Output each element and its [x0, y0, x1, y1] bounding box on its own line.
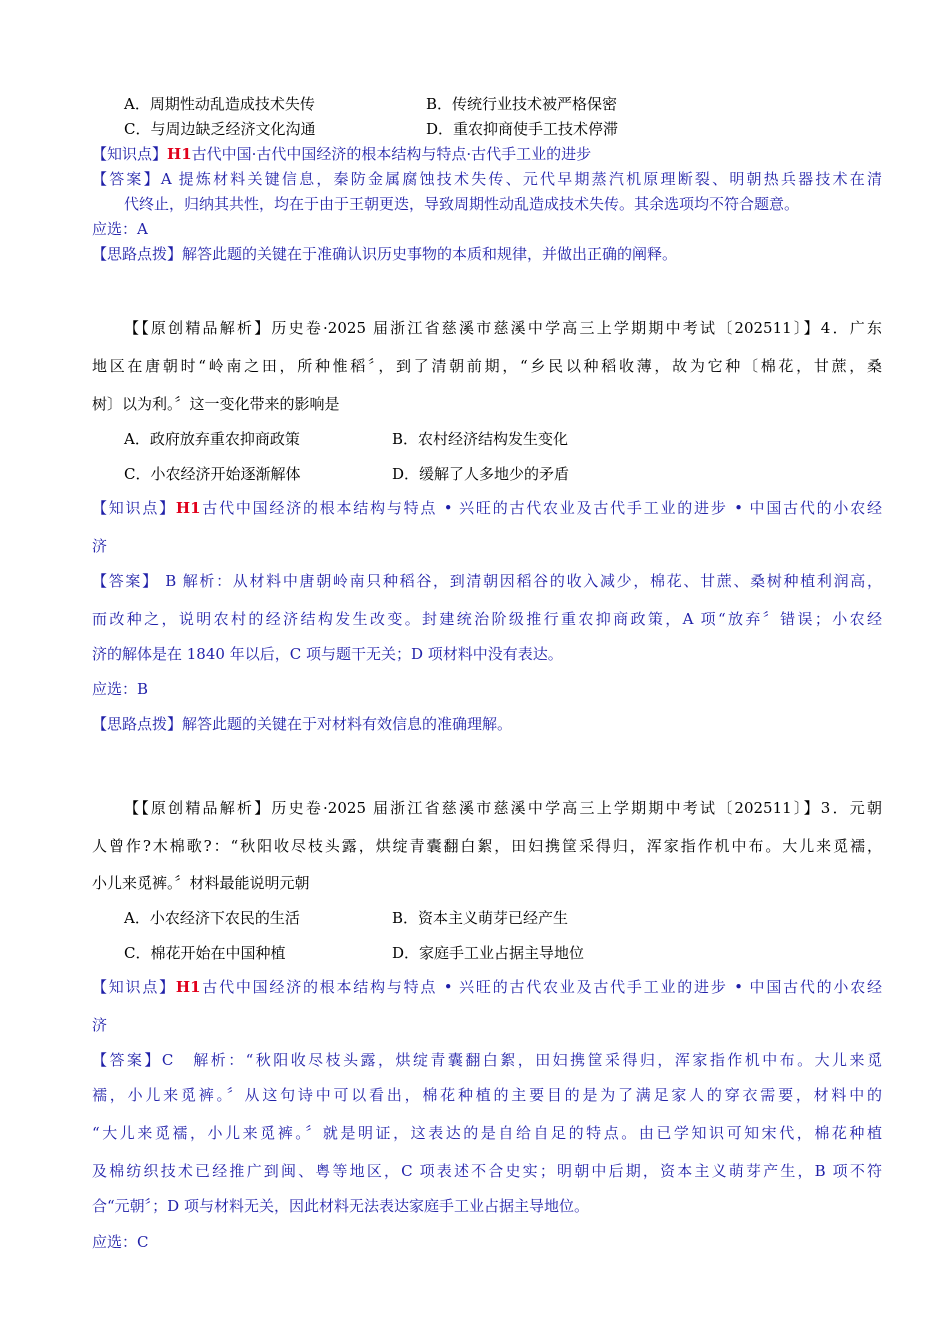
q4-thinking-tip [92, 713, 882, 735]
option-d: D．重农抑商使手工技术停滞 [426, 120, 619, 138]
option-c: C．与周边缺乏经济文化沟通 [124, 120, 316, 138]
q4-answer-line-1 [92, 570, 882, 592]
q3-option-b: B．资本主义萌芽已经产生 [392, 909, 569, 927]
q3-answer-line-3: “大儿来觅襦，小儿来觅裤。〞就是明证，这表达的是自给自足的特点。由已学知识可知宋代，棉花种植 [92, 1124, 882, 1142]
q4-option-d: D．缓解了人多地少的矛盾 [392, 465, 570, 483]
answer-label: 【答案】 [92, 572, 159, 590]
answer-line-2: 代终止，归纳其共性，均在于由于王朝更迭，导致周期性动乱造成技术失传。其余选项均不符合题意。 [124, 195, 800, 213]
answer-text: C 解析：“秋阳收尽枝头露，烘绽青囊翻白絮，田妇携筐采得归，浑家指作机中布。大儿来觅 [161, 1051, 882, 1069]
answer-label: 【答案】 [92, 1051, 162, 1069]
knowledge-text: 古代中国·古代中国经济的根本结构与特点·古代手工业的进步 [191, 145, 592, 163]
answer-choice: 应选：A [92, 220, 148, 238]
knowledge-code: H1 [175, 499, 201, 517]
thinking-tip [92, 243, 882, 265]
q4-option-b: B．农村经济结构发生变化 [392, 430, 569, 448]
knowledge-code: H1 [167, 145, 192, 163]
q3-option-c: C．棉花开始在中国种植 [124, 944, 286, 962]
q3-stem-line-3: 小儿来觅裤。〞材料最能说明元朝 [92, 874, 310, 892]
answer-line-1 [92, 168, 882, 190]
q3-answer-line-5: 合“元朝〞；D 项与材料无关，因此材料无法表达家庭手工业占据主导地位。 [92, 1197, 589, 1215]
q4-knowledge-point [92, 497, 882, 519]
q4-answer-line-3: 济的解体是在 1840 年以后，C 项与题干无关；D 项材料中没有表达。 [92, 645, 563, 663]
q4-answer-line-2: 而改种之，说明农村的经济结构发生改变。封建统治阶级推行重农抑商政策，A 项“放弃〞错误；小农经 [92, 610, 882, 628]
answer-text: A 提炼材料关键信息，秦防金属腐蚀技术失传、元代早期蒸汽机原理断裂、明朝热兵器技术在清 [160, 170, 882, 188]
option-b: B．传统行业技术被严格保密 [426, 95, 618, 113]
tip-label: 【思路点拨】 [92, 245, 183, 263]
knowledge-text: 古代中国经济的根本结构与特点 • 兴旺的古代农业及古代手工业的进步 • 中国古代的小农经 [200, 978, 882, 996]
knowledge-point [92, 143, 882, 165]
knowledge-code: H1 [175, 978, 201, 996]
knowledge-label: 【知识点】 [92, 978, 176, 996]
tip-text: 解答此题的关键在于准确认识历史事物的本质和规律，并做出正确的阐释。 [182, 245, 678, 263]
knowledge-label: 【知识点】 [92, 499, 176, 517]
tip-text: 解答此题的关键在于对材料有效信息的准确理解。 [182, 715, 513, 733]
q4-stem-line-2: 地区在唐朝时“岭南之田，所种惟稻〞，到了清朝前期，“乡民以种稻收薄，故为它种〔棉花，甘蔗，桑 [92, 357, 882, 375]
q4-knowledge-line-2: 济 [92, 537, 108, 555]
q3-knowledge-line-2: 济 [92, 1016, 108, 1034]
q3-option-d: D．家庭手工业占据主导地位 [392, 944, 585, 962]
q3-answer-choice: 应选：C [92, 1233, 149, 1251]
q3-answer-line-2: 襦，小儿来觅裤。〞从这句诗中可以看出，棉花种植的主要目的是为了满足家人的穿衣需要，材料中的 [92, 1086, 882, 1104]
tip-label: 【思路点拨】 [92, 715, 183, 733]
answer-text: B 解析：从材料中唐朝岭南只种稻谷，到清朝因稻谷的收入减少，棉花、甘蔗、桑树种植利润高， [158, 572, 882, 590]
q3-knowledge-point [92, 976, 882, 998]
option-a: A．周期性动乱造成技术失传 [124, 95, 315, 113]
q3-option-a: A．小农经济下农民的生活 [124, 909, 300, 927]
q4-answer-choice: 应选：B [92, 680, 149, 698]
q4-option-a: A．政府放弃重农抑商政策 [124, 430, 300, 448]
knowledge-label: 【知识点】 [92, 145, 168, 163]
q4-stem-line-1: 【【原创精品解析】历史卷·2025 届浙江省慈溪市慈溪中学高三上学期期中考试〔202511〕】4．广东 [124, 319, 882, 337]
answer-label: 【答案】 [92, 170, 161, 188]
q3-stem-line-1: 【【原创精品解析】历史卷·2025 届浙江省慈溪市慈溪中学高三上学期期中考试〔202511〕】3．元朝 [124, 799, 882, 817]
q4-stem-line-3: 树〕以为利。〞这一变化带来的影响是 [92, 395, 340, 413]
q3-stem-line-2: 人曾作?木棉歌?：“秋阳收尽枝头露，烘绽青囊翻白絮，田妇携筐采得归，浑家指作机中布。大儿来觅襦， [92, 837, 882, 855]
q3-answer-line-1 [92, 1049, 882, 1071]
q3-answer-line-4: 及棉纺织技术已经推广到闽、粤等地区，C 项表述不合史实；明朝中后期，资本主义萌芽产生，B 项不符 [92, 1162, 882, 1180]
q4-option-c: C．小农经济开始逐渐解体 [124, 465, 301, 483]
knowledge-text: 古代中国经济的根本结构与特点 • 兴旺的古代农业及古代手工业的进步 • 中国古代的小农经 [200, 499, 882, 517]
